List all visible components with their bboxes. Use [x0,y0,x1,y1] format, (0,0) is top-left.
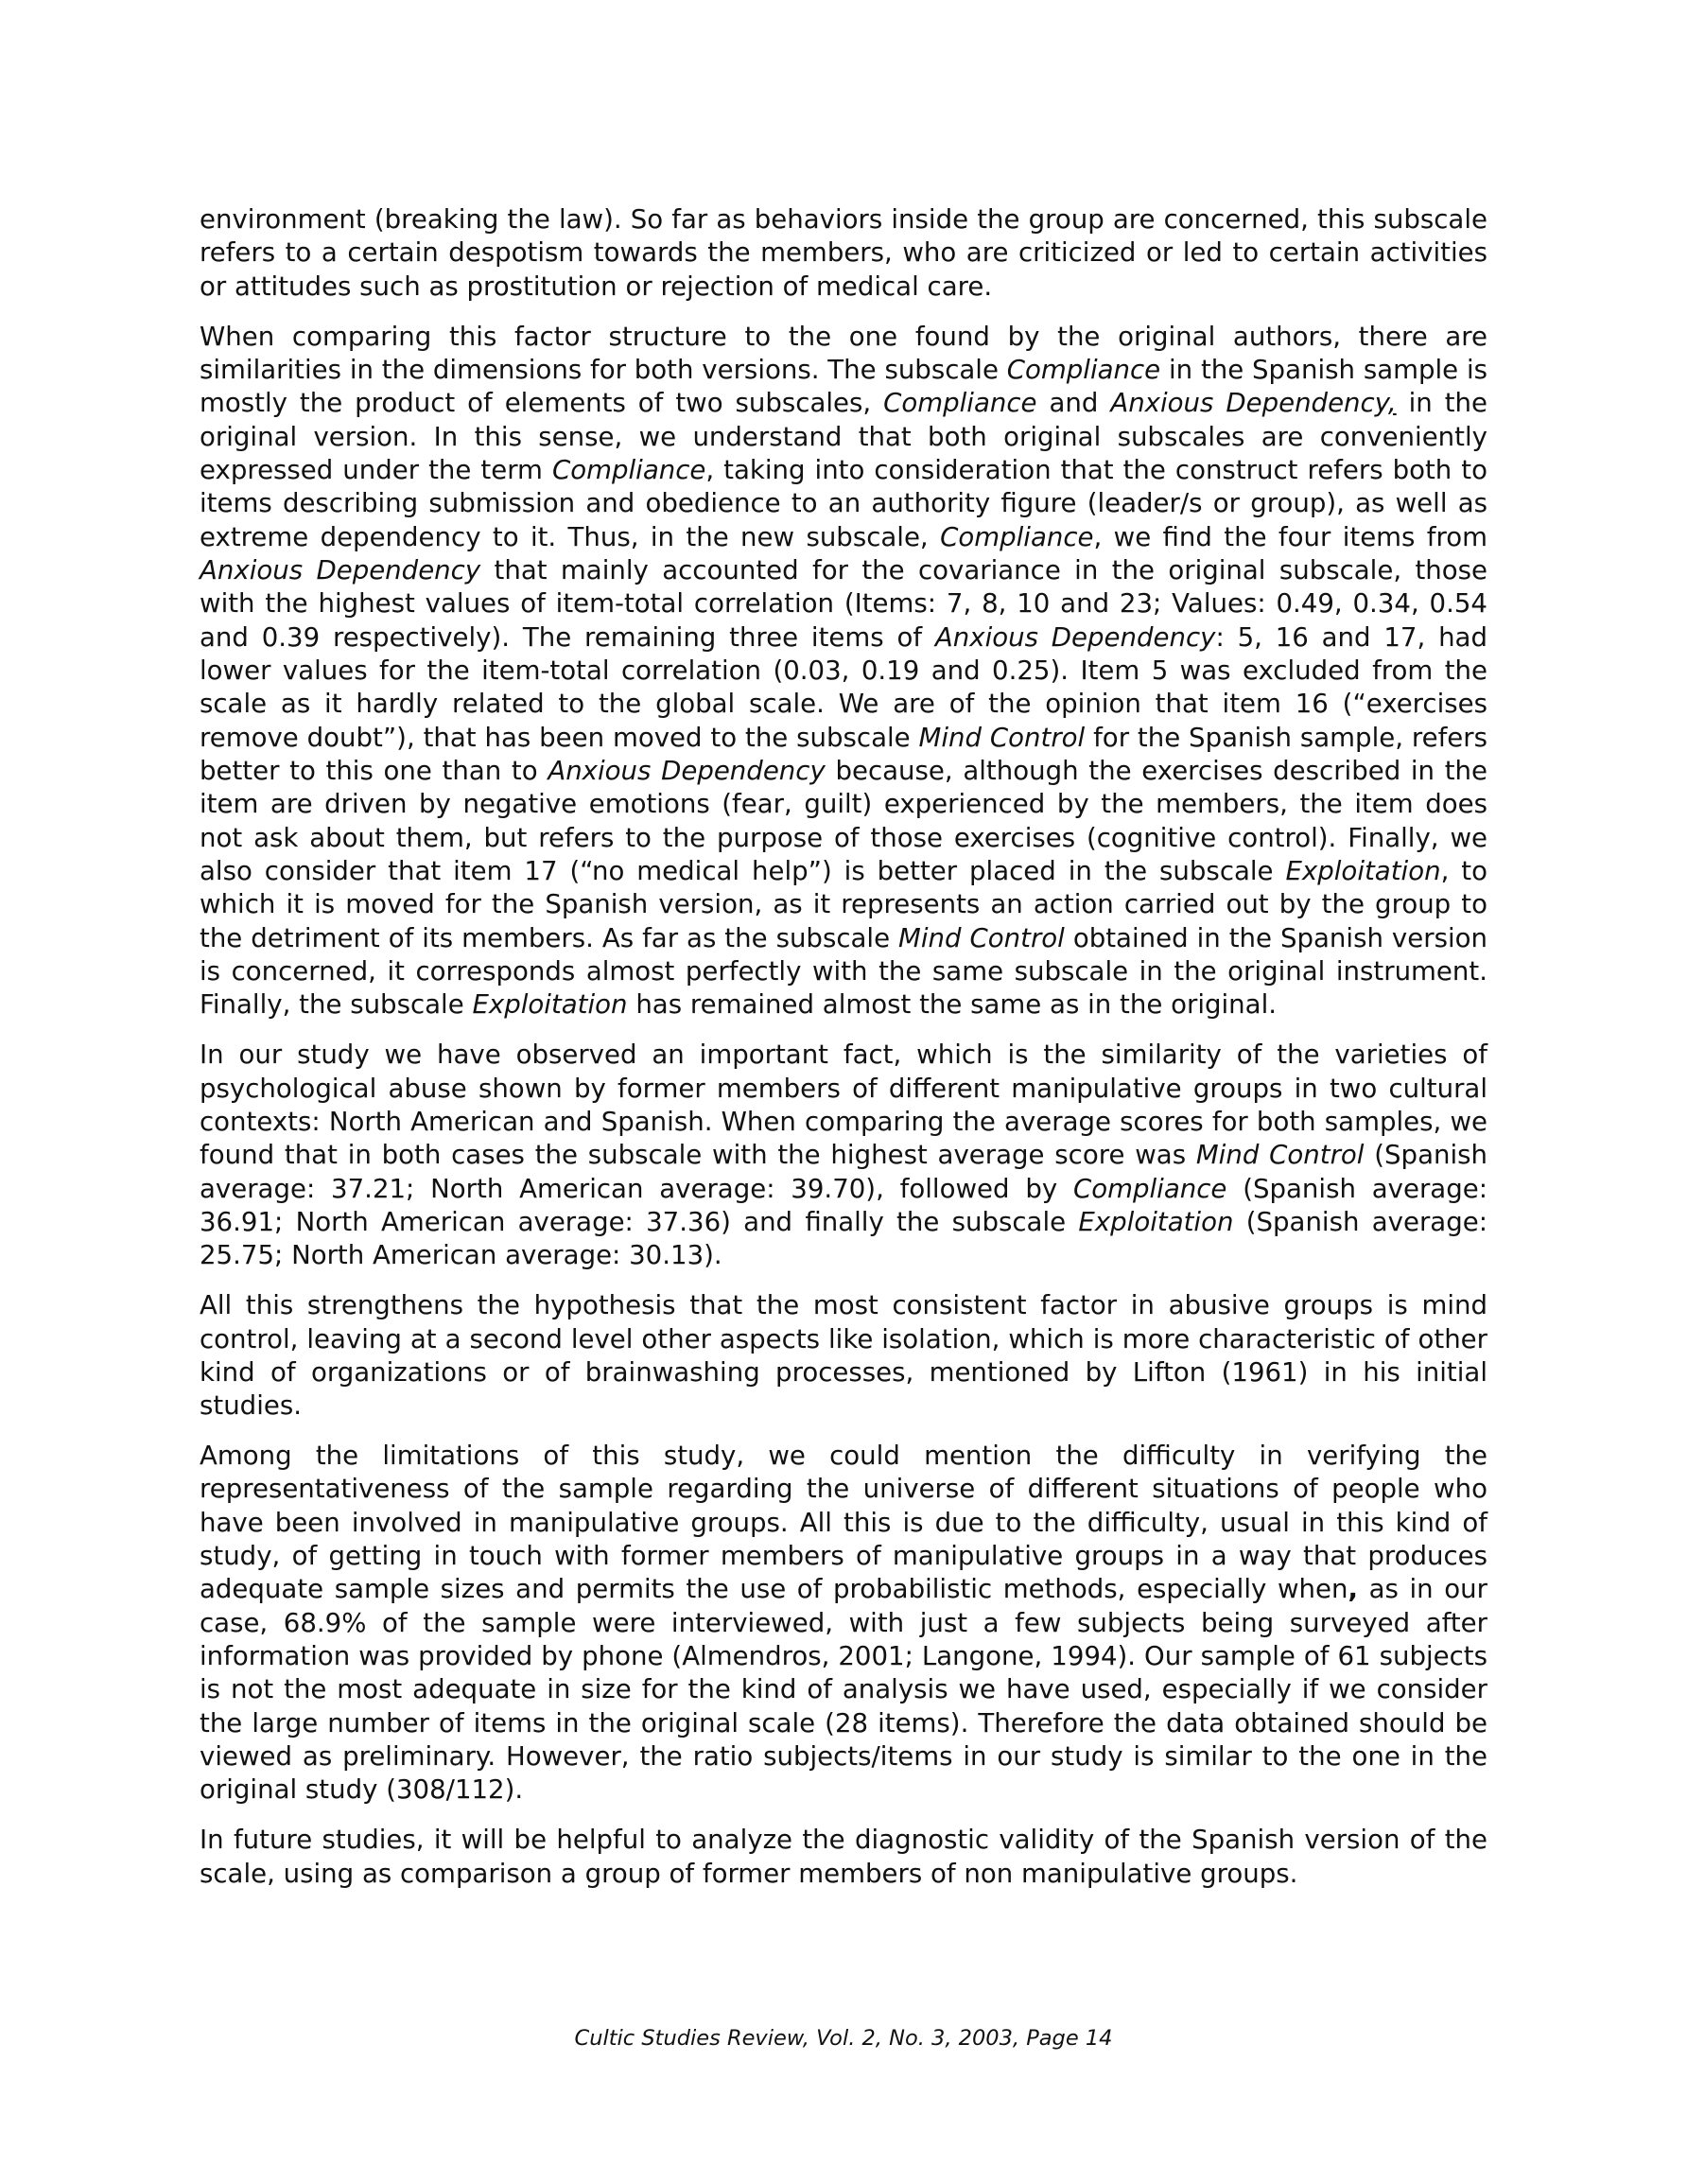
text-run: for the Spanish sample, refers better to this one than to [200,721,1487,786]
text-run: obtained in the Spanish version is concerned, it corresponds almost perfectly with the same subscale in the original instrument. Finally, the subscale [200,921,1487,1021]
text-run: has remained almost the same as in the original. [627,988,1278,1021]
body-text [200,202,1487,1890]
text-run: because, although the exercises described in the item are driven by negative emotions (fear, guilt) experienced by the members, the item does not ask about them, but refers to the purpose of those exercises (cognitive control). Finally, we also consider that item 17 (“no medical help”) is better placed in the subscale [200,755,1487,887]
term-mind-control: Mind Control [918,721,1086,753]
term-exploitation: Exploitation [472,988,628,1021]
term-mind-control: Mind Control [898,921,1065,953]
text-run: When comparing this factor structure to the one found by the original authors, there are similarities in the dimensions for both versions. The subscale [200,320,1487,385]
text-run: In future studies, it will be helpful to analyze the diagnostic validity of the Spanish version of the scale, using as comparison a group of former members of non manipulative groups. [200,1824,1487,1889]
paragraph-6 [200,1823,1487,1890]
paragraph-2 [200,320,1487,1022]
paragraph-4 [200,1288,1487,1422]
bold-comma: , [1348,1573,1358,1605]
text-run: that mainly accounted for the covariance in the original subscale, those with the highest values of item-total correlation (Items: 7, 8, 10 and 23; Values: 0.49, 0.34, 0.54 and 0.39 respectively). The remaining three items of [200,553,1487,653]
text-run: in the original version. In this sense, we understand that both original subscales are conveniently expressed under the term [200,387,1487,485]
underlined-comma: , [1387,387,1397,419]
paragraph-3 [200,1038,1487,1271]
text-run: (Spanish average: 25.75; North American average: 30.13). [200,1205,1487,1271]
term-mind-control: Mind Control [1195,1139,1365,1171]
text-run: and [1036,387,1111,419]
term-compliance: Compliance [883,387,1037,419]
paragraph-1 [200,202,1487,303]
term-anxious-dependency: Anxious Dependency [200,553,481,585]
text-run: Among the limitations of this study, we could mention the difficulty in verifying the representativeness of the sample regarding the universe of different situations of people who have been involved in manipulative groups. All this is due to the difficulty, usual in this kind of study, of getting in touch with former members of manipulative groups in a way that produces adequate sample sizes and permits the use of probabilistic methods, especially when [200,1440,1487,1605]
text-run: (Spanish average: 37.21; North American average: 39.70), followed by [200,1139,1487,1204]
term-anxious-dependency: Anxious Dependency [1110,387,1388,419]
term-exploitation: Exploitation [1078,1205,1234,1237]
text-run: in the Spanish sample is mostly the product of elements of two subscales, [200,353,1487,419]
text-run: : 5, 16 and 17, had lower values for the item-total correlation (0.03, 0.19 and 0.25). Item 5 was excluded from the scale as it hardly related to the global scale. We are of the opinion that item 16 (“exercises remove doubt”), that has been moved to the subscale [200,620,1487,753]
term-exploitation: Exploitation [1285,855,1441,887]
term-anxious-dependency: Anxious Dependency [548,755,826,786]
text-run: , we find the four items from [1093,520,1487,552]
paragraph-5 [200,1439,1487,1807]
text-run: , to which it is moved for the Spanish version, as it represents an action carried out by the group to the detriment of its members. As far as the subscale [200,855,1487,953]
term-compliance: Compliance [940,520,1094,552]
text-run: All this strengthens the hypothesis that the most consistent factor in abusive groups is mind control, leaving at a second level other aspects like isolation, which is more characteristic of other kind of organizations or of brainwashing processes, mentioned by Lifton (1961) in his initial studies. [200,1289,1487,1422]
term-compliance: Compliance [1006,353,1161,385]
term-compliance: Compliance [551,453,706,485]
text-run: , taking into consideration that the construct refers both to items describing submission and obedience to an authority figure (leader/s or group), as well as extreme dependency to it. Thus, in the new subscale, [200,453,1487,552]
text-run: In our study we have observed an important fact, which is the similarity of the varieties of psychological abuse shown by former members of different manipulative groups in two cultural contexts: North American and Spanish. When comparing the average scores for both samples, we found that in both cases the subscale with the highest average score was [200,1039,1487,1171]
term-compliance: Compliance [1072,1172,1227,1204]
text-run: (Spanish average: 36.91; North American average: 37.36) and finally the subscale [200,1172,1487,1237]
text-run: as in our case, 68.9% of the sample were interviewed, with just a few subjects being surveyed after information was provided by phone (Almendros, 2001; Langone, 1994). Our sample of 61 subjects is not the most adequate in size for the kind of analysis we have used, especially if we consider the large number of items in the original scale (28 items). Therefore the data obtained should be viewed as preliminary. However, the ratio subjects/items in our study is similar to the one in the original study (308/112). [200,1573,1487,1806]
page-footer: Cultic Studies Review, Vol. 2, No. 3, 2003, Page 14 [574,2026,1113,2051]
term-anxious-dependency: Anxious Dependency [934,620,1216,653]
text-run: environment (breaking the law). So far as behaviors inside the group are concerned, this subscale refers to a certain despotism towards the members, who are criticized or led to certain activities or attitudes such as prostitution or rejection of medical care. [200,203,1487,302]
